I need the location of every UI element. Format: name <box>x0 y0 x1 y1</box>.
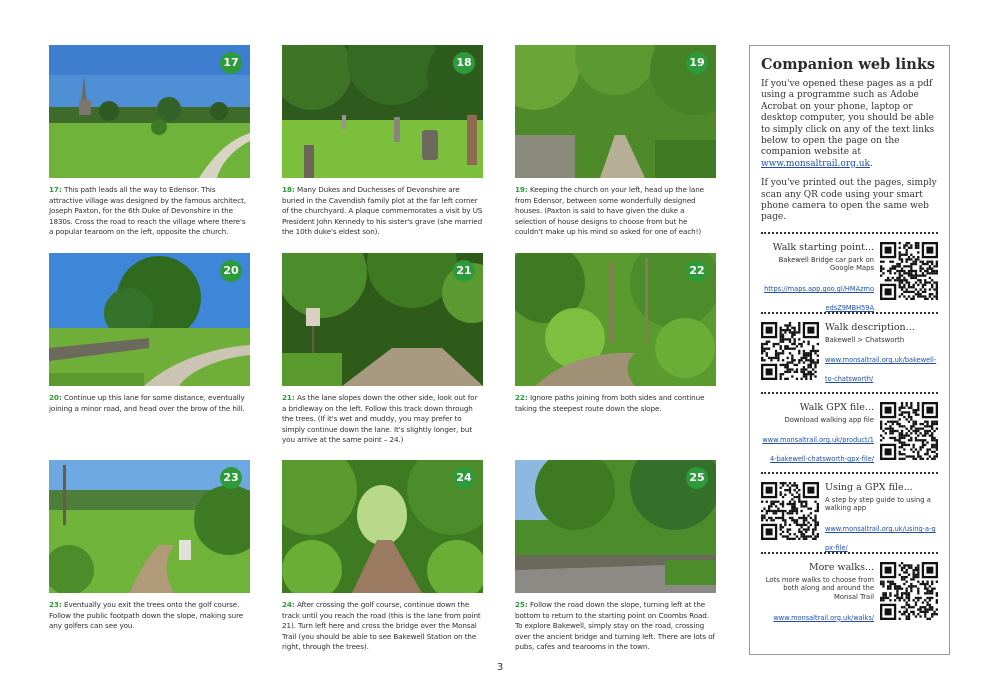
step-card-21 <box>282 253 483 446</box>
step-number-badge: 21 <box>453 260 475 282</box>
qr-code-icon[interactable] <box>880 402 938 460</box>
photo-18 <box>282 45 483 178</box>
qr-block-start <box>761 241 938 313</box>
photo-21 <box>282 253 483 386</box>
qr-description: Lots more walks to choose from both along and around the Monsal Trail <box>765 575 874 602</box>
panel-title: Companion web links <box>761 56 936 73</box>
step-card-24 <box>282 460 483 653</box>
qr-code-icon[interactable] <box>880 562 938 620</box>
step-card-20 <box>49 253 250 414</box>
photo-24 <box>282 460 483 593</box>
step-card-18 <box>282 45 483 238</box>
step-card-25 <box>515 460 716 653</box>
page-number: 3 <box>496 662 504 673</box>
qr-code-icon[interactable] <box>880 242 938 300</box>
step-card-22 <box>515 253 716 414</box>
qr-description: Bakewell Bridge car park on Google Maps <box>778 255 874 273</box>
qr-heading: Walk GPX file... <box>799 401 874 413</box>
step-card-17 <box>49 45 250 238</box>
step-number-badge: 19 <box>686 52 708 74</box>
step-number-badge: 17 <box>220 52 242 74</box>
website-link[interactable]: www.monsaltrail.org.uk <box>761 158 871 169</box>
qr-heading: More walks... <box>808 561 874 573</box>
divider <box>761 392 938 394</box>
photo-19 <box>515 45 716 178</box>
step-caption: 22: Ignore paths joining from both sides and continue taking the steepest route down the slope. <box>515 393 705 413</box>
qr-heading: Using a GPX file... <box>825 481 913 493</box>
step-caption: 17: This path leads all the way to Edensor. This attractive village was designed by the famous architect, Joseph Paxton, for the 6th Duke of Devonshire in the 1830s. Cross the road to reach the village where there's a popular tearoom on the left, opposite the church. <box>49 185 246 237</box>
qr-link[interactable]: www.monsaltrail.org.uk/product/14-bakewell-chatsworth-gpx-file/ <box>762 436 874 464</box>
step-caption: 21: As the lane slopes down the other side, look out for a bridleway on the left. Follow this track down through the trees. (If it's wet and muddy, you may prefer to simply continue down the lane. It's slightly longer, but you arrive at the same point – 24.) <box>282 393 478 445</box>
qr-link[interactable]: www.monsaltrail.org.uk/bakewell-to-chatsworth/ <box>825 356 937 384</box>
step-caption: 20: Continue up this lane for some distance, eventually joining a minor road, and head over the brow of the hill. <box>49 393 245 413</box>
step-number-badge: 25 <box>686 467 708 489</box>
step-number-badge: 18 <box>453 52 475 74</box>
step-number-badge: 24 <box>453 467 475 489</box>
step-card-19 <box>515 45 716 238</box>
step-number-badge: 22 <box>686 260 708 282</box>
qr-link[interactable]: https://maps.app.goo.gl/HMAzmoedsZ9MBH59A <box>764 285 874 313</box>
step-caption: 19: Keeping the church on your left, head up the lane from Edensor, between some wonderfully designed houses. (Paxton is said to have given the duke a selection of house designs to choose from but he couldn't make up his mind so asked for one of each!) <box>515 185 704 237</box>
qr-heading: Walk starting point... <box>772 241 874 253</box>
companion-links-panel <box>749 45 950 655</box>
photo-20 <box>49 253 250 386</box>
photo-25 <box>515 460 716 593</box>
qr-description: Bakewell > Chatsworth <box>825 335 905 344</box>
divider <box>761 472 938 474</box>
qr-block-more-walks <box>761 562 938 628</box>
step-caption: 23: Eventually you exit the trees onto the golf course. Follow the public footpath down the slope, making sure any golfers can see you. <box>49 600 244 631</box>
step-number-badge: 23 <box>220 467 242 489</box>
qr-block-description <box>761 322 938 388</box>
step-card-23 <box>49 460 250 632</box>
print-paragraph: If you've printed out the pages, simply scan any QR code using your smart phone camera to open the same web page. <box>761 178 937 223</box>
qr-heading: Walk description... <box>825 321 915 333</box>
qr-link[interactable]: www.monsaltrail.org.uk/using-a-gpx-file/ <box>825 525 936 553</box>
qr-block-gpx <box>761 402 938 468</box>
divider <box>761 232 938 234</box>
qr-block-using-gpx <box>761 481 938 553</box>
step-caption: 25: Follow the road down the slope, turning left at the bottom to return to the starting point on Coombs Road. To explore Bakewell, simply stay on the road, crossing over the ancient bridge and turning left. There are lots of pubs, cafes and tearooms in the town. <box>515 600 715 652</box>
photo-17 <box>49 45 250 178</box>
qr-code-icon[interactable] <box>761 322 819 380</box>
intro-paragraph: If you've opened these pages as a pdf using a programme such as Adobe Acrobat on your phone, laptop or desktop computer, you should be able to simply click on any of the text links below to open the page on the companion website at www.monsaltrail.org.uk. <box>761 79 935 169</box>
photo-23 <box>49 460 250 593</box>
step-caption: 24: After crossing the golf course, continue down the track until you reach the road (this is the lane from point 21). Turn left here and cross the bridge over the Monsal Trail (you should be able to see Bakewell Station on the right, through the trees). <box>282 600 481 652</box>
qr-description: Download walking app file <box>784 415 874 424</box>
step-caption: 18: Many Dukes and Duchesses of Devonshire are buried in the Cavendish family plot at the far left corner of the churchyard. A plaque commemorates a visit by US President John Kennedy to his sister's grave (she married the 10th duke's eldest son). <box>282 185 483 237</box>
step-number-badge: 20 <box>220 260 242 282</box>
qr-link[interactable]: www.monsaltrail.org.uk/walks/ <box>773 613 874 622</box>
photo-22 <box>515 253 716 386</box>
qr-code-icon[interactable] <box>761 482 819 540</box>
qr-description: A step by step guide to using a walking app <box>825 495 931 513</box>
